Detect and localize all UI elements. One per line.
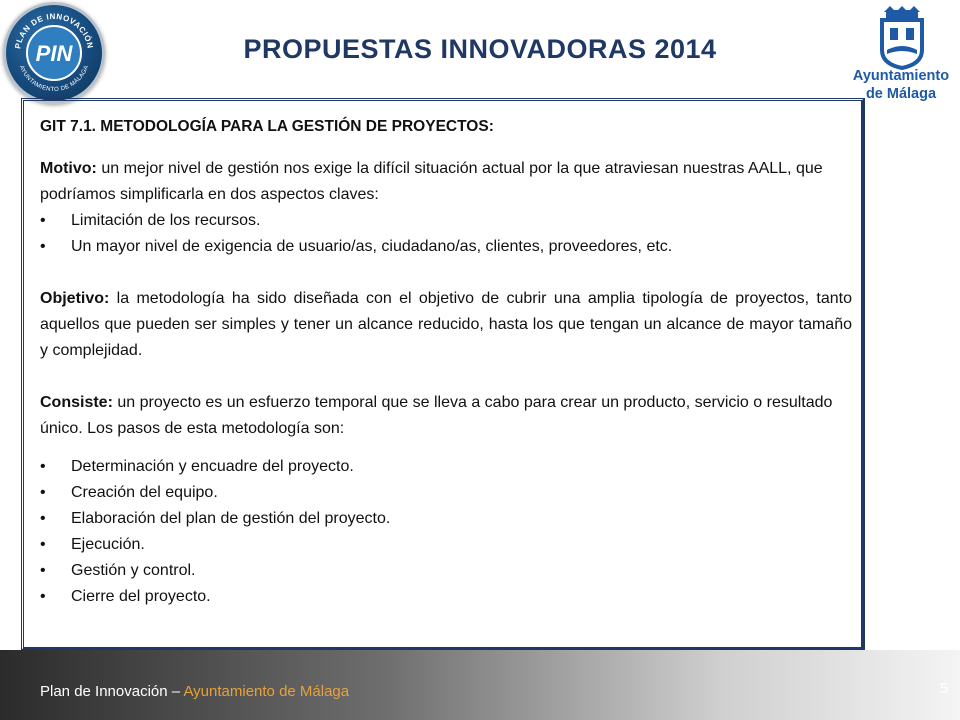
list-item: • Ejecución.: [40, 532, 852, 558]
footer-ayuntamiento: Ayuntamiento de Málaga: [183, 683, 350, 700]
list-item: • Limitación de los recursos.: [40, 208, 852, 234]
pin-ring-top-text: PLAN DE INNOVACIÓN: [13, 11, 95, 50]
objetivo-label: Objetivo:: [40, 290, 110, 307]
list-item: • Cierre del proyecto.: [40, 584, 852, 610]
motivo-list: [40, 208, 852, 260]
list-item: • Gestión y control.: [40, 558, 852, 584]
list-item: • Creación del equipo.: [40, 480, 852, 506]
consiste-text: un proyecto es un esfuerzo temporal que se lleva a cabo para crear un producto, servicio o resultado único. Los pasos de esta metodología son:: [40, 394, 833, 437]
footer-text: [40, 683, 349, 700]
crest-caption-line2: de Málaga: [865, 86, 937, 102]
crest-caption-line1: Ayuntamiento: [852, 68, 950, 84]
list-item: • Elaboración del plan de gestión del proyecto.: [40, 506, 852, 532]
list-item: • Un mayor nivel de exigencia de usuario/as, ciudadano/as, clientes, proveedores, etc.: [40, 234, 852, 260]
steps-list: [40, 454, 852, 610]
footer-plan: Plan de Innovación –: [40, 683, 184, 700]
page-number: 5: [940, 680, 949, 697]
consiste-paragraph: [40, 390, 852, 442]
motivo-label: Motivo:: [40, 160, 97, 177]
consiste-label: Consiste:: [40, 394, 113, 411]
section-heading: GIT 7.1. METODOLOGÍA PARA LA GESTIÓN DE PROYECTOS:: [40, 118, 494, 135]
pin-ring-bottom-text: AYUNTAMIENTO DE MÁLAGA: [17, 64, 91, 94]
motivo-paragraph: [40, 156, 852, 208]
content-body: [40, 114, 852, 610]
motivo-text: un mejor nivel de gestión nos exige la difícil situación actual por la que atraviesan nuestras AALL, que podríamos simplificarla en dos aspectos claves:: [40, 160, 823, 203]
pin-center-text: PIN: [35, 41, 73, 66]
objetivo-text: la metodología ha sido diseñada con el objetivo de cubrir una amplia tipología de proyectos, tanto aquellos que pueden ser simples y tener un alcance reducido, hasta los que tengan un alcance de mayor tamaño y complejidad.: [40, 290, 852, 359]
page-title: PROPUESTAS INNOVADORAS 2014: [243, 34, 717, 64]
objetivo-paragraph: [40, 286, 852, 364]
list-item: • Determinación y encuadre del proyecto.: [40, 454, 852, 480]
